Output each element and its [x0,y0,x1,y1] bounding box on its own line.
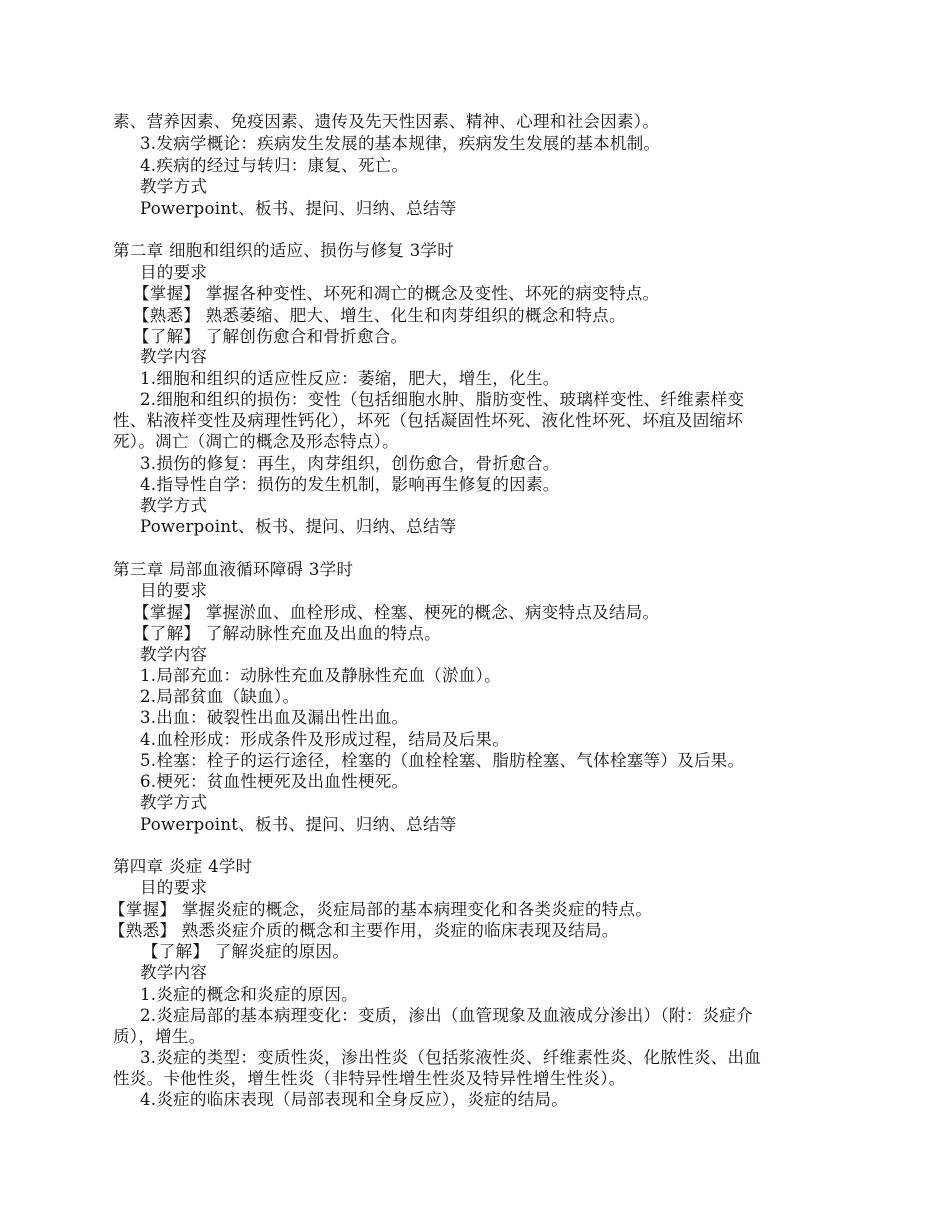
chapter-3-title: 第三章 局部血液循环障碍 3学时 [113,560,354,579]
ch4-content-title: 教学内容 [140,963,208,982]
ch4-content-2b: 质），增生。 [113,1027,206,1046]
intro-item-3: 3.发病学概论：疾病发生发展的基本规律，疾病发生发展的基本机制。 [140,134,661,153]
ch4-goal-title: 目的要求 [140,878,208,897]
chapter-4-title: 第四章 炎症 4学时 [113,857,253,876]
ch2-master: 【掌握】 掌握各种变性、坏死和凋亡的概念及变性、坏死的病变特点。 [133,284,660,303]
ch2-know: 【了解】 了解创伤愈合和骨折愈合。 [133,327,408,346]
chapter-2-title: 第二章 细胞和组织的适应、损伤与修复 3学时 [113,241,455,260]
ch4-content-4: 4.炎症的临床表现（局部表现和全身反应），炎症的结局。 [140,1090,569,1109]
ch4-familiar: 【熟悉】 熟悉炎症介质的概念和主要作用，炎症的临床表现及结局。 [109,921,619,940]
ch3-method-title: 教学方式 [140,793,208,812]
intro-continuation: 素、营养因素、免疫因素、遗传及先天性因素、精神、心理和社会因素）。 [113,112,660,131]
ch3-goal-title: 目的要求 [140,581,208,600]
ch3-master: 【掌握】 掌握淤血、血栓形成、栓塞、梗死的概念、病变特点及结局。 [133,603,660,622]
ch2-familiar: 【熟悉】 熟悉萎缩、肥大、增生、化生和肉芽组织的概念和特点。 [133,306,626,325]
intro-method: Powerpoint、板书、提问、归纳、总结等 [140,199,457,218]
ch4-content-2a: 2.炎症局部的基本病理变化：变质，渗出（血管现象及血液成分渗出）（附：炎症介 [140,1006,753,1025]
ch2-method: Powerpoint、板书、提问、归纳、总结等 [140,517,457,536]
ch3-content-4: 4.血栓形成：形成条件及形成过程，结局及后果。 [140,730,510,749]
ch3-know: 【了解】 了解动脉性充血及出血的特点。 [133,624,441,643]
ch3-content-5: 5.栓塞：栓子的运行途径，栓塞的（血栓栓塞、脂肪栓塞、气体栓塞等）及后果。 [140,751,745,770]
ch2-content-1: 1.细胞和组织的适应性反应：萎缩，肥大，增生，化生。 [140,369,560,388]
intro-method-title: 教学方式 [140,177,208,196]
ch2-content-2c: 死）。凋亡（凋亡的概念及形态特点）。 [113,432,399,451]
ch3-content-6: 6.梗死：贫血性梗死及出血性梗死。 [140,772,409,791]
ch3-method: Powerpoint、板书、提问、归纳、总结等 [140,815,457,834]
ch4-content-1: 1.炎症的概念和炎症的原因。 [140,985,358,1004]
ch3-content-title: 教学内容 [140,645,208,664]
intro-item-4: 4.疾病的经过与转归：康复、死亡。 [140,156,409,175]
ch2-content-2b: 性、粘液样变性及病理性钙化），坏死（包括凝固性坏死、液化性坏死、坏疽及固缩坏 [113,411,744,430]
ch2-content-4: 4.指导性自学：损伤的发生机制，影响再生修复的因素。 [140,475,560,494]
ch2-content-title: 教学内容 [140,347,208,366]
ch4-know: 【了解】 了解炎症的原因。 [142,942,350,961]
ch4-content-3a: 3.炎症的类型：变质性炎，渗出性炎（包括浆液性炎、纤维素性炎、化脓性炎、出血 [140,1048,762,1067]
ch2-method-title: 教学方式 [140,496,208,515]
ch2-content-2a: 2.细胞和组织的损伤：变性（包括细胞水肿、脂肪变性、玻璃样变性、纤维素样变 [140,390,745,409]
ch4-content-3b: 性炎。卡他性炎，增生性炎（非特异性增生性炎及特异性增生性炎）。 [113,1069,626,1088]
ch3-content-1: 1.局部充血：动脉性充血及静脉性充血（淤血）。 [140,666,501,685]
ch3-content-3: 3.出血：破裂性出血及漏出性出血。 [140,708,409,727]
ch2-content-3: 3.损伤的修复：再生，肉芽组织，创伤愈合，骨折愈合。 [140,454,560,473]
ch4-master: 【掌握】 掌握炎症的概念，炎症局部的基本病理变化和各类炎症的特点。 [109,900,653,919]
ch3-content-2: 2.局部贫血（缺血）。 [140,687,300,706]
ch2-goal-title: 目的要求 [140,263,208,282]
